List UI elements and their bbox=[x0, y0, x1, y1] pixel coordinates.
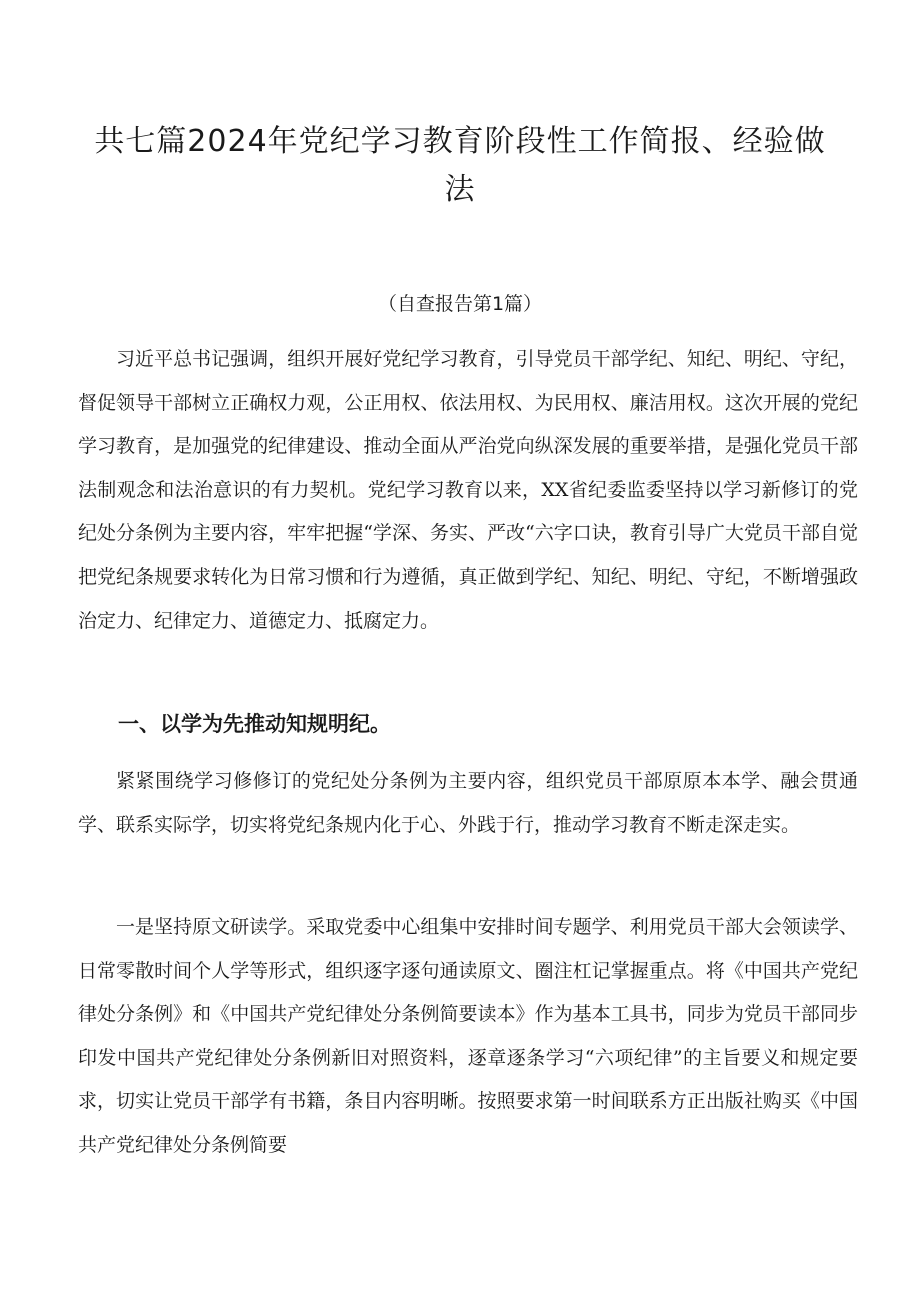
document-subtitle: （自查报告第1篇） bbox=[377, 293, 543, 315]
intro-paragraph: 习近平总书记强调，组织开展好党纪学习教育，引导党员干部学纪、知纪、明纪、守纪，督促领导干部树立正确权力观，公正用权、依法用权、为民用权、廉洁用权。这次开展的党纪学习教育，是加强党的纪律建设、推动全面从严治党向纵深发展的重要举措，是强化党员干部法制观念和法治意识的有力契机。党纪学习教育以来，XX省纪委监委坚持以学习新修订的党纪处分条例为主要内容，牢牢把握“学深、务实、严改“六字口诀，教育引导广大党员干部自觉把党纪条规要求转化为日常习惯和行为遵循，真正做到学纪、知纪、明纪、守纪，不断增强政治定力、纪律定力、道德定力、抵腐定力。 bbox=[78, 348, 858, 632]
document-title: 共七篇2024年党纪学习教育阶段性工作简报、经验做法 bbox=[94, 124, 826, 207]
section1-point1-paragraph: 一是坚持原文研读学。采取党委中心组集中安排时间专题学、利用党员干部大会领读学、日常零散时间个人学等形式，组织逐字逐句通读原文、圈注杠记掌握重点。将《中国共产党纪律处分条例》和《中国共产党纪律处分条例简要读本》作为基本工具书，同步为党员干部同步印发中国共产党纪律处分条例新旧对照资料，逐章逐条学习“六项纪律”的主旨要义和规定要求，切实让党员干部学有书籍，条目内容明晰。按照要求第一时间联系方正出版社购买《中国共产党纪律处分条例简要 bbox=[78, 916, 858, 1156]
section1-body-paragraph: 紧紧围绕学习修修订的党纪处分条例为主要内容，组织党员干部原原本本学、融会贯通学、联系实际学，切实将党纪条规内化于心、外践于行，推动学习教育不断走深走实。 bbox=[78, 770, 858, 836]
section-heading-1: 一、以学为先推动知规明纪。 bbox=[118, 712, 391, 736]
